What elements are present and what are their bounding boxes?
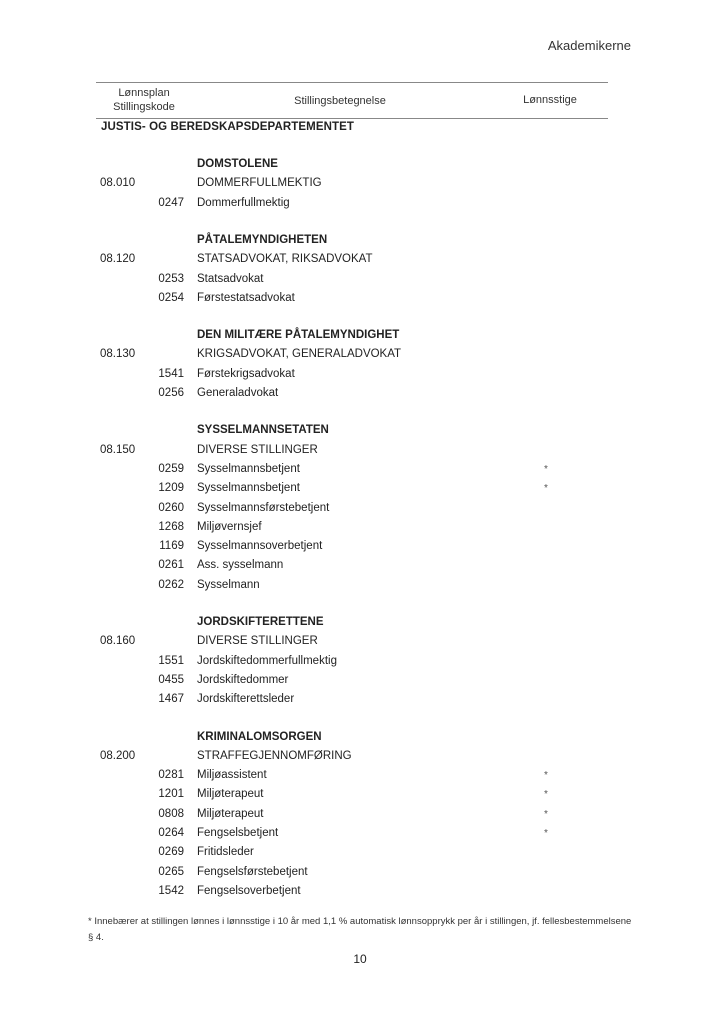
table-row <box>0 499 719 518</box>
table-row <box>0 863 719 882</box>
position-title: DOMMERFULLMEKTIG <box>197 177 322 190</box>
position-code: 1201 <box>158 788 184 801</box>
position-title: Miljøvernsjef <box>197 520 262 533</box>
section-heading-row <box>0 231 719 250</box>
salary-plan-code: 08.150 <box>100 443 136 456</box>
salary-plan-code: 08.130 <box>100 348 136 361</box>
section-heading-row <box>0 728 719 747</box>
table-row <box>0 365 719 384</box>
table-row <box>0 194 719 213</box>
salary-scale-marker: * <box>544 463 548 475</box>
table-row <box>0 766 719 785</box>
position-title: Sysselmannsbetjent <box>197 482 300 495</box>
position-code: 0261 <box>158 559 184 572</box>
column-header-lonnsplan <box>96 86 192 114</box>
table-row <box>0 632 719 651</box>
position-title: Førstekrigsadvokat <box>197 367 295 380</box>
position-title: Sysselmann <box>197 578 260 591</box>
position-title: Fengselsbetjent <box>197 827 279 839</box>
salary-scale-marker: * <box>544 789 548 801</box>
position-title: Dommerfullmektig <box>197 196 290 209</box>
position-code: 0253 <box>158 272 184 285</box>
position-title: Miljøterapeut <box>197 807 264 820</box>
position-title: Statsadvokat <box>197 272 264 285</box>
table-row <box>0 479 719 498</box>
table-row <box>0 556 719 575</box>
position-title: Miljøterapeut <box>197 788 264 801</box>
position-code: 1542 <box>158 884 184 897</box>
table-row <box>0 824 719 843</box>
table-row <box>0 250 719 269</box>
table-row <box>0 441 719 460</box>
position-title: Fritidsleder <box>197 846 254 859</box>
table-row <box>0 785 719 804</box>
table-top-rule <box>96 82 608 83</box>
position-code: 0264 <box>158 827 184 839</box>
position-code: 0262 <box>158 578 184 591</box>
table-row <box>0 518 719 537</box>
column-header-lonnsplan-line1: Lønnsplan <box>118 87 170 99</box>
position-title: Sysselmannsoverbetjent <box>197 540 323 553</box>
position-code: 0254 <box>158 291 184 304</box>
position-code: 1541 <box>158 367 184 380</box>
salary-scale-marker: * <box>544 483 548 495</box>
column-header-lonnsplan-line2: Stillingskode <box>113 101 175 113</box>
section-heading-row <box>0 326 719 345</box>
page-number: 10 <box>353 952 367 966</box>
position-code: 1467 <box>158 693 184 706</box>
table-row <box>0 882 719 901</box>
position-title: Sysselmannsbetjent <box>197 462 300 475</box>
position-title: KRIGSADVOKAT, GENERALADVOKAT <box>197 348 402 361</box>
department-heading: JUSTIS- OG BEREDSKAPSDEPARTEMENTET <box>101 121 355 133</box>
position-title: STRAFFEGJENNOMFØRING <box>197 749 352 762</box>
section-title: PÅTALEMYNDIGHETEN <box>197 233 328 246</box>
table-row <box>0 652 719 671</box>
position-code: 0247 <box>158 196 184 209</box>
position-title: Sysselmannsførstebetjent <box>197 501 330 514</box>
position-code: 1169 <box>159 540 184 553</box>
table-header-rule <box>96 118 608 119</box>
position-title: DIVERSE STILLINGER <box>197 635 318 648</box>
salary-plan-code: 08.160 <box>100 635 136 648</box>
table-row <box>0 174 719 193</box>
table-row <box>0 384 719 403</box>
position-code: 0281 <box>158 769 184 782</box>
position-title: Fengselsoverbetjent <box>197 884 301 897</box>
footnote: * Innebærer at stillingen lønnes i lønnsstige i 10 år med 1,1 % automatisk lønnsopprykk per år i stillingen, jf. fellesbestemmelsene § 4. <box>88 916 632 943</box>
position-title: Ass. sysselmann <box>197 559 284 572</box>
table-row <box>0 460 719 479</box>
section-title: SYSSELMANNSETATEN <box>197 424 329 437</box>
table-row <box>0 270 719 289</box>
position-title: DIVERSE STILLINGER <box>197 443 318 456</box>
position-title: Miljøassistent <box>197 769 267 782</box>
position-code: 0265 <box>158 865 184 878</box>
section-title: DOMSTOLENE <box>197 158 278 170</box>
position-title: Førstestatsadvokat <box>197 291 295 304</box>
position-code: 1209 <box>158 482 184 495</box>
table-row <box>0 576 719 595</box>
section-title: KRIMINALOMSORGEN <box>197 730 322 743</box>
section-heading-row <box>0 421 719 440</box>
position-title: Generaladvokat <box>197 387 279 399</box>
section-heading-row <box>0 155 719 174</box>
table-row <box>0 671 719 690</box>
salary-scale-marker: * <box>544 808 548 820</box>
position-code: 1268 <box>158 520 184 533</box>
table-row <box>0 747 719 766</box>
salary-plan-code: 08.010 <box>100 177 136 190</box>
position-code: 0260 <box>158 501 184 514</box>
position-code: 0455 <box>158 673 184 686</box>
column-header-stillingsbetegnelse: Stillingsbetegnelse <box>294 95 386 107</box>
table-row <box>0 805 719 824</box>
section-title: JORDSKIFTERETTENE <box>197 616 324 628</box>
column-header-lonnsstige: Lønnsstige <box>523 94 577 106</box>
table-row <box>0 843 719 862</box>
position-title: STATSADVOKAT, RIKSADVOKAT <box>197 253 373 266</box>
table-row <box>0 345 719 364</box>
salary-scale-marker: * <box>544 770 548 782</box>
table-row <box>0 289 719 308</box>
organization-name: Akademikerne <box>547 38 631 53</box>
table-row <box>0 690 719 709</box>
position-code: 0256 <box>158 387 184 399</box>
salary-plan-code: 08.120 <box>100 253 136 266</box>
salary-scale-marker: * <box>544 828 548 839</box>
position-code: 0269 <box>158 846 184 859</box>
position-code: 0259 <box>158 462 184 475</box>
section-title: DEN MILITÆRE PÅTALEMYNDIGHET <box>197 329 400 342</box>
position-code: 0808 <box>158 807 184 820</box>
salary-plan-code: 08.200 <box>100 749 136 762</box>
table-row <box>0 537 719 556</box>
section-heading-row <box>0 613 719 632</box>
position-title: Jordskiftedommerfullmektig <box>197 654 337 667</box>
position-code: 1551 <box>158 654 184 667</box>
position-title: Jordskiftedommer <box>197 673 289 686</box>
position-title: Jordskifterettsleder <box>197 693 295 706</box>
position-title: Fengselsførstebetjent <box>197 865 308 878</box>
